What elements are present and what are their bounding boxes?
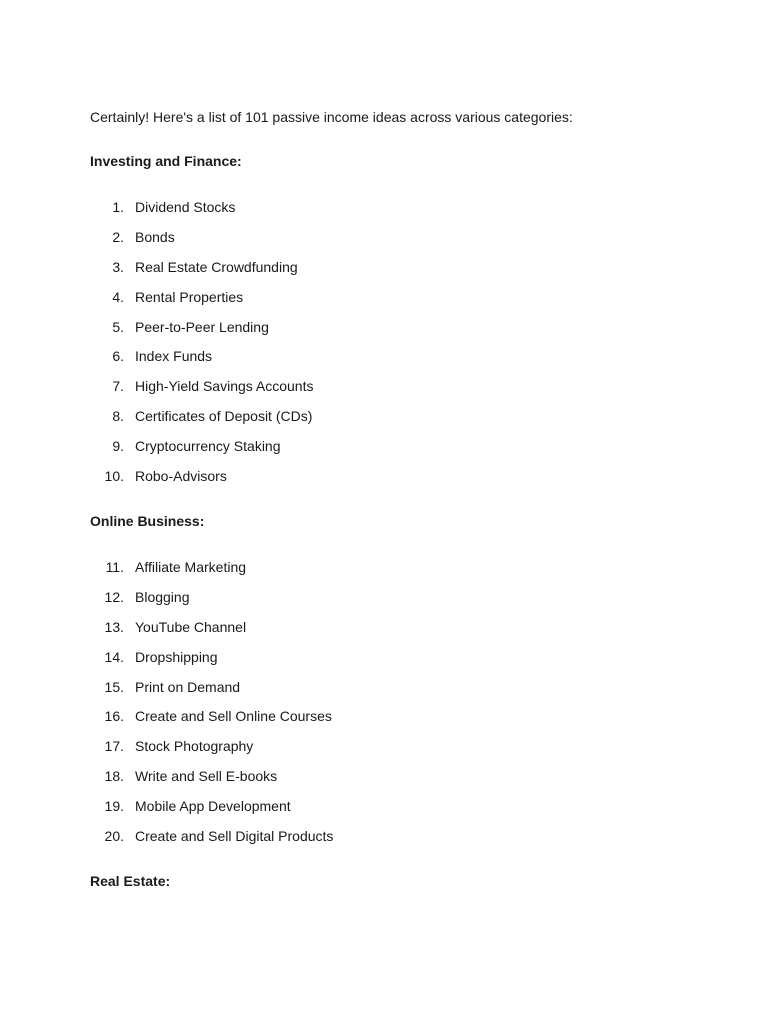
item-number: 15. bbox=[104, 678, 124, 695]
item-number: 10. bbox=[104, 468, 124, 485]
item-text: Cryptocurrency Staking bbox=[135, 438, 281, 455]
item-text: Certificates of Deposit (CDs) bbox=[135, 408, 313, 425]
item-text: Peer-to-Peer Lending bbox=[135, 318, 269, 335]
intro-text: Certainly! Here's a list of 101 passive income ideas across various categories: bbox=[90, 109, 573, 125]
item-text: Real Estate Crowdfunding bbox=[135, 258, 298, 275]
item-number: 11. bbox=[105, 559, 124, 575]
item-text: Index Funds bbox=[135, 348, 213, 365]
item-text: Create and Sell Online Courses bbox=[135, 708, 332, 725]
item-number: 3. bbox=[112, 258, 124, 275]
item-text: Rental Properties bbox=[135, 288, 244, 305]
item-text: High-Yield Savings Accounts bbox=[135, 378, 314, 395]
item-number: 13. bbox=[104, 618, 124, 635]
item-text: Blogging bbox=[135, 588, 190, 605]
item-number: 8. bbox=[112, 408, 124, 425]
item-text: Dropshipping bbox=[135, 648, 218, 665]
item-number: 14. bbox=[104, 648, 124, 665]
item-text: Write and Sell E-books bbox=[135, 768, 278, 785]
item-text: Stock Photography bbox=[135, 738, 254, 755]
item-text: Create and Sell Digital Products bbox=[135, 828, 334, 845]
item-text: Affiliate Marketing bbox=[135, 559, 247, 575]
item-number: 19. bbox=[104, 798, 124, 815]
item-number: 5. bbox=[112, 318, 124, 335]
section-heading-real-estate: Real Estate: bbox=[90, 873, 171, 889]
item-number: 4. bbox=[112, 288, 124, 305]
item-text: Print on Demand bbox=[135, 678, 241, 695]
item-number: 2. bbox=[112, 228, 124, 245]
section-heading-online-business: Online Business: bbox=[90, 513, 205, 529]
item-number: 6. bbox=[112, 348, 124, 365]
item-number: 7. bbox=[112, 378, 124, 395]
item-text: Robo-Advisors bbox=[135, 468, 227, 485]
section-heading-investing: Investing and Finance: bbox=[90, 153, 242, 169]
item-number: 9. bbox=[112, 438, 124, 455]
item-number: 18. bbox=[104, 768, 124, 785]
item-number: 17. bbox=[104, 738, 124, 755]
item-number: 16. bbox=[104, 708, 124, 725]
item-number: 1. bbox=[112, 199, 124, 215]
item-number: 12. bbox=[104, 588, 124, 605]
item-text: Bonds bbox=[135, 228, 175, 245]
item-number: 20. bbox=[104, 828, 124, 845]
item-text: Mobile App Development bbox=[135, 798, 291, 815]
item-text: YouTube Channel bbox=[135, 618, 247, 635]
item-text: Dividend Stocks bbox=[135, 199, 236, 215]
